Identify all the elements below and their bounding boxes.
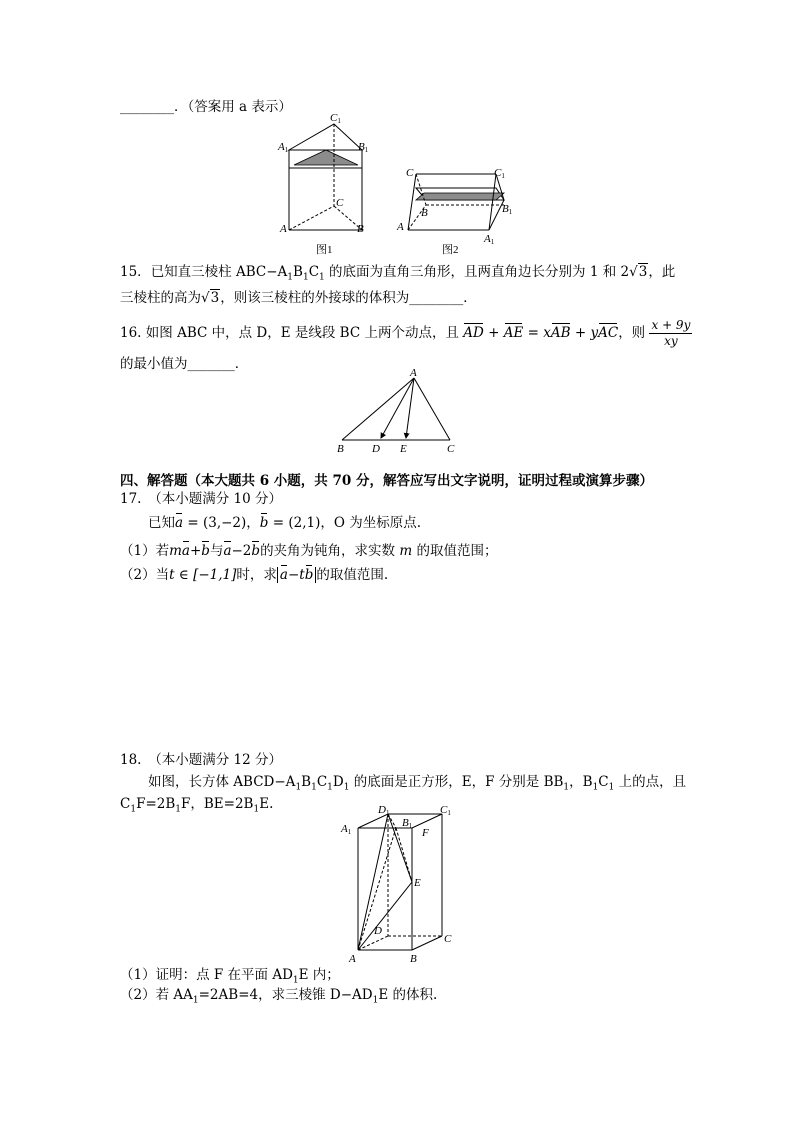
fig4-label-b: B [410,953,417,965]
fig4-label-a: A [349,953,356,965]
fig1-label-a1: A1 [278,141,289,154]
figure-1-prism [276,110,376,260]
fig1-label-b1: B1 [358,141,369,154]
q17-part2: （2）当t ∈ [−1,1]时，求 a−tb 的取值范围. [120,567,389,583]
fig4-label-c1: C1 [440,804,451,817]
figure-3-triangle [334,368,466,458]
fig2-label-a1: A1 [484,233,495,246]
answer-blank: ________ [120,99,174,115]
fig2-caption: 图2 [442,244,459,256]
figure-4-cuboid [338,804,462,966]
q18-head: 18. （本小题满分 12 分） [120,752,282,768]
fig2-label-a: A [397,221,404,233]
fig3-label-e: E [400,443,407,455]
q18-line1: 如图，长方体 $ABCD-A_1B_1C_1D_1$ 的底面是正方形，E，F 分别是 $BB_1$，$B_1C_1$ 上的点，且 [148,774,687,793]
q16-line1: 16. 如图 ABC 中，点 D，E 是线段 BC 上两个动点，且 AD + AE = xAB + yAC，则 $\frac{x + 9y}{xy}$ [120,318,691,348]
fig4-label-c: C [444,933,452,945]
fig1-label-c: C [336,197,344,209]
fig2-label-b1: B1 [502,203,513,216]
fig4-label-d1: D1 [378,804,390,817]
q15-line2: 三棱柱的高为√3，则该三棱柱的外接球的体积为________． [120,290,477,306]
q16-line2: 的最小值为_______． [120,356,249,372]
fig3-label-b: B [337,443,344,455]
q17-part1: （1）若ma+b与a−2b的夹角为钝角，求实数 m 的取值范围； [120,543,498,559]
fig4-label-f: F [422,827,429,839]
q15-line1: 15．已知直三棱柱 $ABC-A_1B_1C_1$ 的底面为直角三角形，且两直角边长分别为 1 和 2√3，此 [120,264,676,283]
fig3-label-a: A [410,368,417,379]
fig2-label-b: B [421,207,428,219]
fig1-label-b: B [357,223,364,235]
fig4-label-b1: B1 [402,817,413,830]
q18-line2: $C_1F=2B_1F$，$BE=2B_1E$. [120,796,274,815]
fig3-label-d: D [372,443,380,455]
fig3-label-c: C [447,443,455,455]
fig2-label-c1: C1 [494,167,505,180]
q14-tail: ________．（答案用 a 表示） [120,99,292,115]
fig4-label-d: D [374,925,382,937]
fig1-label-a: A [280,223,287,235]
figure-2-prism [396,160,526,260]
answer-note: （答案用 a 表示） [187,99,292,115]
q18-part1: （1）证明：点 F 在平面 $AD_1E$ 内； [120,967,340,986]
section-4-heading: 四、解答题（本大题共 6 小题，共 70 分，解答应写出文字说明，证明过程或演算步骤） [120,473,653,489]
q17-given: 已知a = (3,−2)，b = (2,1)，O 为坐标原点. [148,515,421,531]
fig4-label-a1: A1 [341,823,352,836]
q17-head: 17. （本小题满分 10 分） [120,491,282,507]
fig4-label-e: E [414,877,421,889]
fig2-label-c: C [406,167,414,179]
q18-part2: （2）若 $AA_1=2AB=4$，求三棱锥 $D-AD_1E$ 的体积. [120,987,438,1006]
fig1-label-c1: C1 [330,112,341,125]
q16-fraction: $\frac{x + 9y}{xy}$ [651,318,691,348]
fig1-caption: 图1 [316,244,333,256]
